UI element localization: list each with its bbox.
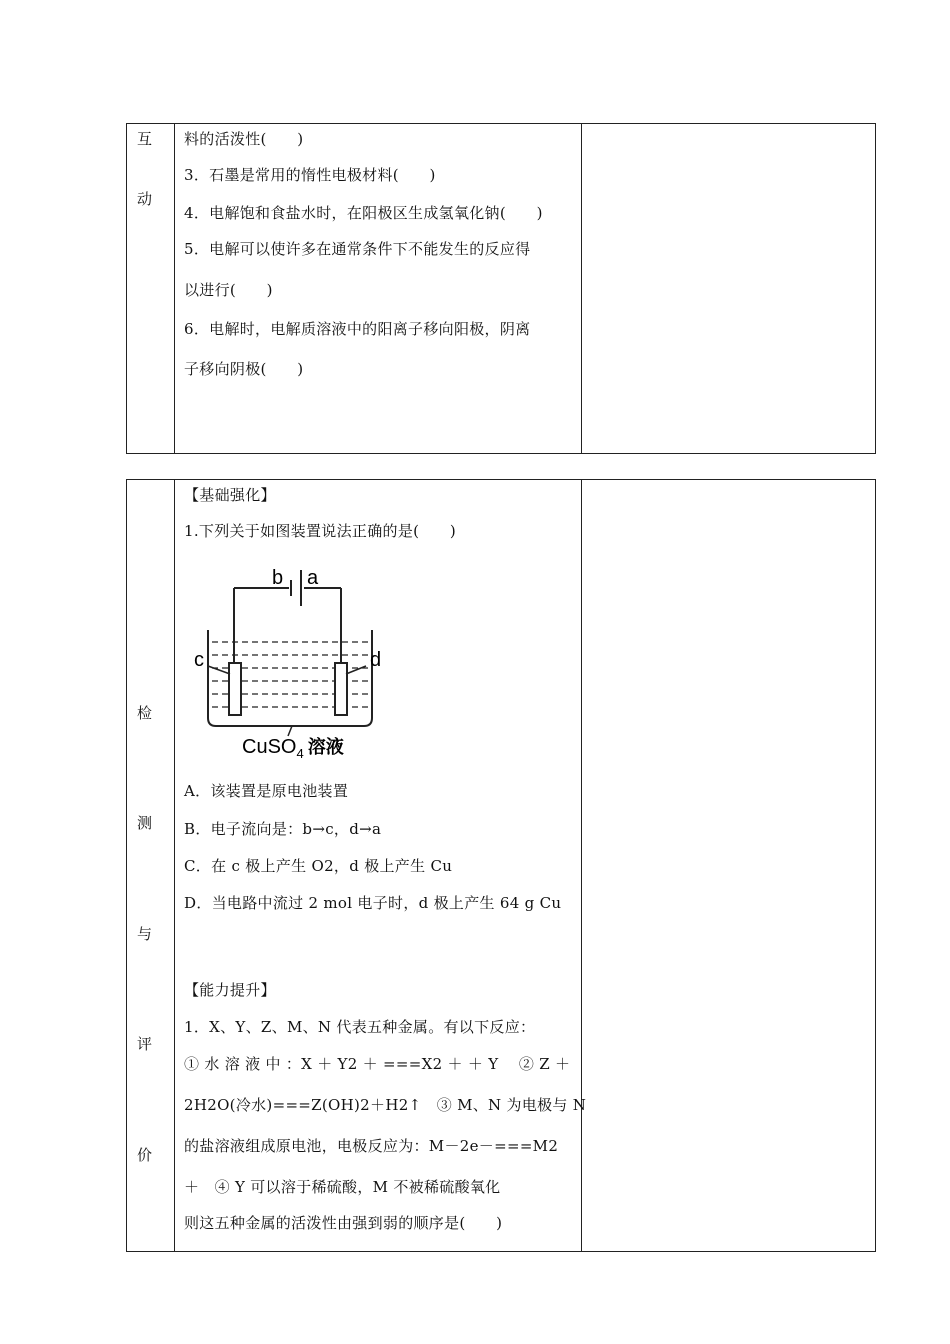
interaction-table — [126, 123, 876, 454]
option-b: B．电子流向是：b→c，d→a — [184, 820, 382, 838]
assessment-table — [126, 479, 876, 1252]
question-line: 6．电解时，电解质溶液中的阳离子移向阳极，阴离 — [184, 320, 531, 338]
section-title-basic: 【基础强化】 — [184, 486, 276, 504]
side-label-5: 价 — [137, 1146, 153, 1164]
label-a: a — [307, 567, 319, 589]
option-d: D．当电路中流过 2 mol 电子时，d 极上产生 64 g Cu — [184, 894, 562, 912]
question-line: 子移向阴极( ) — [184, 360, 304, 378]
question-line: 4．电解饱和食盐水时，在阳极区生成氢氧化钠( ) — [184, 204, 543, 222]
electrode-c — [229, 663, 241, 715]
question-line: 的盐溶液组成原电池，电极反应为：M－2e－===M2 — [184, 1137, 559, 1155]
electrode-d — [335, 663, 347, 715]
question-line: ① 水 溶 液 中 ：X ＋ Y2 ＋ ===X2 ＋ ＋ Y ② Z ＋ — [184, 1055, 571, 1073]
label-c: c — [194, 649, 204, 671]
question-line: 则这五种金属的活泼性由强到弱的顺序是( ) — [184, 1214, 503, 1232]
option-a: A．该装置是原电池装置 — [184, 782, 349, 800]
section-title-advanced: 【能力提升】 — [184, 981, 276, 999]
solution-label: CuSO$_4$ 溶液 — [242, 736, 344, 758]
side-label-3: 与 — [137, 925, 153, 943]
side-label-2: 动 — [137, 190, 153, 208]
question-line: ＋ ④ Y 可以溶于稀硫酸，M 不被稀硫酸氧化 — [184, 1178, 501, 1196]
question-line: 5．电解可以使许多在通常条件下不能发生的反应得 — [184, 240, 531, 258]
question-line: 以进行( ) — [184, 281, 273, 299]
question-line: 1．X、Y、Z、M、N 代表五种金属。有以下反应： — [184, 1018, 536, 1036]
content-cell — [174, 124, 582, 453]
question-line: 3．石墨是常用的惰性电极材料( ) — [184, 166, 436, 184]
notes-cell — [581, 124, 875, 453]
label-d: d — [370, 649, 382, 671]
side-label-4: 评 — [137, 1035, 153, 1053]
question-stem: 1.下列关于如图装置说法正确的是( ) — [184, 522, 457, 540]
side-label-1: 检 — [137, 704, 153, 722]
side-label-cell — [127, 480, 175, 1251]
side-label-2: 测 — [137, 814, 153, 832]
notes-cell — [581, 480, 875, 1251]
electrolysis-diagram — [194, 558, 404, 758]
question-line: 2H2O(冷水)===Z(OH)2＋H2↑ ③ M、N 为电极与 N — [184, 1096, 587, 1114]
side-label-1: 互 — [137, 130, 153, 148]
option-c: C．在 c 极上产生 O2，d 极上产生 Cu — [184, 857, 453, 875]
label-b: b — [272, 567, 284, 589]
side-label-cell — [127, 124, 175, 453]
question-line: 料的活泼性( ) — [184, 130, 304, 148]
content-cell — [174, 480, 587, 1251]
